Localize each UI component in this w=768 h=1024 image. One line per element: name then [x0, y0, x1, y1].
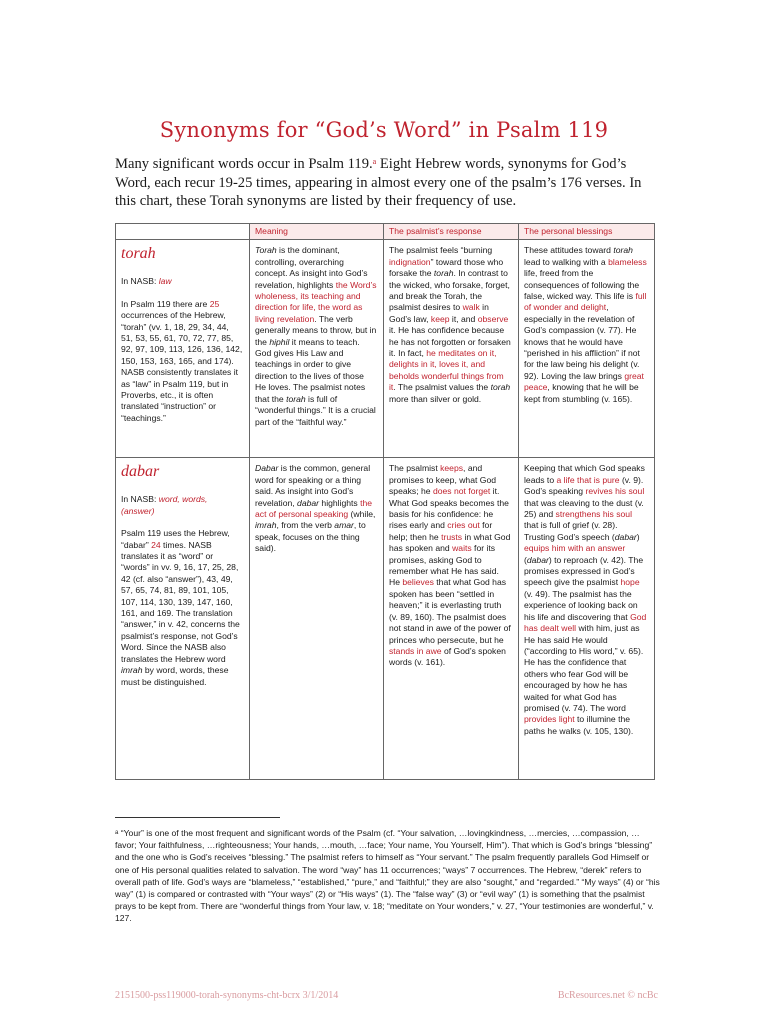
text-run: . The verb generally means to throw, but in the [255, 313, 377, 347]
blessings-cell [519, 240, 655, 458]
text-run: . The psalmist values the [393, 382, 491, 393]
text-run: In Psalm 119 there are [121, 298, 210, 309]
header-blank [116, 224, 250, 240]
highlighted-phrase: trusts [441, 531, 463, 542]
header-response: The psalmist’s response [384, 224, 519, 240]
header-blessings: The personal blessings [519, 224, 655, 240]
usage-text [121, 528, 243, 688]
hebrew-term: dabar [297, 497, 320, 508]
text-run: The psalmist feels “burning [389, 245, 493, 256]
highlighted-phrase: provides light [524, 714, 575, 725]
footnote-text: “Your” is one of the most frequent and significant words of the Psalm (cf. “Your salvation, …lovingkindness, …mercies, …compassion, …favor; Your faithfulness, …righteousness; Your hands, …mouth, …face; Your name, You Yourself, Him”). That which is God’s brings “blessing” and the one who is God’s receives “blessing.” The psalmist refers to himself as “Your servant.” The psalm frequently parallels God Himself or one of His personal qualities related to salvation. The word “way” has 11 occurrences; “ways” 7 occurrences. The Hebrew, “derek” refers to overall path of life. God’s ways are “blameless,” “established,” “pure,” and “faithful;” they are also “sought,” and “regarded.” “My ways” (4) or “his way” (1) is compared or contrasted with “Your ways” (2) or “His ways” (1). The “false way” (3) or “evil way” (1) is something that the psalmist prays to be kept from. There are “wonderful things from Your law, v. 18; “meditate on Your wonders,” v. 27, “Your testimonies are wonderful,” v. 127. [115, 828, 660, 924]
hebrew-term: dabar [526, 554, 549, 565]
text-run: occurrences of the Hebrew, “torah” (vv. 1, 18, 29, 34, 44, 51, 53, 55, 61, 70, 72, 77, 85, 92, 97, 109, 113, 126, 136, 142, 150, 153, 163, 165, and 174). NASB consistently translates it as “law” in Psalm 119, but in Proverbs, etc., it is often translated “instruction” or “teachings.” [121, 310, 243, 423]
hebrew-term: torah [433, 268, 454, 279]
term-title: dabar [121, 463, 160, 481]
intro-text-start: Many significant words occur in Psalm 119. [115, 156, 373, 172]
term-title: torah [121, 245, 156, 263]
footnote [115, 827, 660, 925]
footnote-reference[interactable]: a [372, 157, 377, 166]
highlighted-phrase: the Word’s wholeness, its teaching and direction for life, the word as living revelation [255, 279, 377, 324]
text-run: , especially in the revelation of God’s compassion (v. 77). He knows that he would have “perished in his affliction” if not for the law being his delight (v. 92). Loving the law brings [524, 302, 640, 381]
highlighted-phrase: does not forget [432, 486, 491, 497]
text-run: it means to teach. God gives His Law and teachings in order to give direction to the lives of those He loves. The psalmist notes that the [255, 336, 366, 404]
text-run: , to speak, focuses on the thing said). [255, 520, 366, 554]
highlighted-phrase: full of wonder and delight [524, 291, 647, 313]
text-run: it. He has confidence because he has not forgotten or forsaken it. In fact, [389, 325, 511, 359]
highlighted-phrase: indignation [389, 256, 431, 267]
highlighted-phrase: strengthens his soul [555, 509, 632, 520]
highlighted-phrase: believes [402, 577, 434, 588]
text-run: for help; then he [389, 520, 493, 542]
text-run: (while, [348, 509, 376, 520]
table-row-dabar [116, 458, 655, 780]
hebrew-term: amar [334, 520, 354, 531]
text-run: it, and [449, 313, 478, 324]
intro-text-end: Eight Hebrew words, synonyms for God’s Word, each recur 19-25 times, appearing in almost every one of the psalm’s 176 verses. In this chart, these Torah synonyms are listed by their frequency of use. [115, 156, 642, 209]
response-cell [384, 240, 519, 458]
page-title: Synonyms for “God’s Word” in Psalm 119 [159, 118, 609, 142]
nasb-translation [121, 276, 243, 287]
text-run: The psalmist [389, 463, 441, 474]
highlighted-phrase: 25 [209, 298, 220, 309]
text-run: ) [636, 531, 640, 542]
highlighted-phrase: blameless [608, 256, 647, 267]
header-meaning: Meaning [250, 224, 384, 240]
text-run: (v. 9). God’s speaking [524, 474, 644, 497]
nasb-label: In NASB: [121, 494, 159, 505]
highlighted-phrase: a life that is pure [556, 474, 620, 485]
text-run: with him, just as He has said He would (“according to His word,” v. 65). He has the confidence that others who fear God will be encouraged by how he has waited for what God has promised (v. 74). The word [524, 623, 644, 713]
text-run: of God’s spoken words (v. 161). [389, 645, 506, 668]
text-run: is the dominant, controlling, overarching concept. As insight into God’s revelation, highlights [255, 245, 368, 290]
nasb-value: law [158, 276, 172, 287]
highlighted-phrase: hope [620, 577, 640, 588]
text-run: , and promises to keep, what God speaks; he [389, 463, 496, 497]
text-run: times. NASB translates it as “word” or “words” in vv. 9, 16, 17, 25, 28, 42 (cf. also “answer”), 43, 49, 57, 65, 74, 81, 89, 101, 105, 107, 114, 130, 139, 147, 160, 161, and 169. The translation “answer,” in v. 42, concerns the psalmist’s response, not God’s Word. Since the NASB also translates the Hebrew word [121, 539, 240, 664]
highlighted-phrase: cries out [447, 520, 480, 531]
text-run: ” toward those who forsake the [389, 256, 504, 279]
footnote-marker: a [115, 830, 119, 836]
text-run: in God’s law, [389, 302, 489, 324]
highlighted-phrase: stands in awe [389, 645, 442, 656]
hebrew-term: Dabar [255, 463, 279, 474]
text-run: more than silver or gold. [389, 393, 482, 404]
text-run: is full of “wonderful things.” It is a crucial part of the “faithful way.” [255, 393, 376, 427]
text-run: ( [524, 554, 527, 565]
text-run: These attitudes toward [524, 245, 614, 256]
hebrew-term: imrah [255, 520, 277, 531]
nasb-value: word, words, (answer) [121, 494, 208, 516]
nasb-label: In NASB: [121, 276, 159, 287]
meaning-cell [250, 240, 384, 458]
highlighted-phrase: observe [477, 313, 509, 324]
term-cell [116, 458, 250, 780]
text-run: , knowing that he will be kept from stumbling (v. 165). [524, 382, 639, 404]
text-run: (v. 49). The psalmist has the experience of looking back on his life and discovering that [524, 588, 638, 622]
hebrew-term: dabar [614, 531, 637, 542]
highlighted-phrase: keep [430, 313, 450, 324]
text-run: , from the verb [276, 520, 335, 531]
nasb-translation [121, 494, 243, 517]
hebrew-term: imrah [121, 665, 143, 676]
text-run: lead to walking with a [524, 256, 609, 267]
meaning-cell [250, 458, 384, 780]
text-run: by word, words, these must be distinguished. [121, 665, 229, 687]
text-run: for its promises, asking God to remember what He has said. He [389, 543, 499, 588]
text-run: ) to reproach (v. 42). The promises expressed in God’s speech give the psalmist [524, 554, 644, 588]
term-cell [116, 240, 250, 458]
highlighted-phrase: great peace [524, 370, 644, 393]
blessings-cell [519, 458, 655, 780]
highlighted-phrase: the act of personal speaking [255, 497, 373, 520]
text-run: to illumine the paths he walks (v. 105, 130). [524, 714, 634, 736]
hebrew-term: hiphil [269, 336, 290, 347]
highlighted-phrase: walk [462, 302, 480, 313]
text-run: is the common, general word for speaking or a thing said. As insight into God’s revelation, [255, 463, 371, 508]
text-run: highlights [319, 497, 361, 508]
hebrew-term: torah [490, 382, 511, 393]
footnote-divider [115, 817, 280, 818]
intro-paragraph [115, 155, 660, 211]
highlighted-phrase: waits [452, 543, 472, 554]
usage-text [121, 299, 243, 424]
highlighted-phrase: equips him with an answer [524, 543, 626, 554]
highlighted-phrase: revives his soul [585, 486, 645, 497]
table-header-row [116, 224, 655, 240]
table-row-torah [116, 240, 655, 458]
text-run: that was cleaving to the dust (v. 25) and [524, 497, 644, 520]
text-run: it. What God speaks becomes the basis for his confidence: he rises early and [389, 486, 509, 531]
text-run: Psalm 119 uses the Hebrew, “dabar” [121, 528, 230, 550]
text-run: . In contrast to the wicked, who forsake, forget, and break the Torah, the psalmist desires to [389, 268, 510, 313]
text-run: Keeping that which God speaks leads to [524, 463, 645, 485]
highlighted-phrase: he meditates on it, delights in it, loves it, and beholds wonderful things from it [389, 348, 504, 393]
footer-copyright: BcResources.net © ncBc [557, 990, 658, 1001]
highlighted-phrase: keeps [440, 463, 464, 474]
hebrew-term: Torah [255, 245, 277, 256]
text-run: in what God has spoken and [389, 531, 511, 554]
response-cell [384, 458, 519, 780]
text-run: that what God has spoken has been “settled in heaven;” it is everlasting truth (v. 89, 160). The psalmist does not stand in awe of the power of princes who persecute, but he [389, 577, 511, 645]
hebrew-term: torah [613, 245, 633, 256]
highlighted-phrase: God has dealt well [524, 611, 647, 634]
text-run: that is full of grief (v. 28). Trusting God’s speech ( [524, 520, 618, 542]
highlighted-phrase: 24 [151, 539, 161, 550]
synonyms-table [115, 223, 655, 780]
hebrew-term: torah [286, 393, 306, 404]
text-run: life, freed from the consequences of following the false, wicked way. This life is [524, 268, 640, 302]
footer-document-id: 2151500-pss119000-torah-synonyms-cht-bcrx 3/1/2014 [115, 990, 339, 1001]
